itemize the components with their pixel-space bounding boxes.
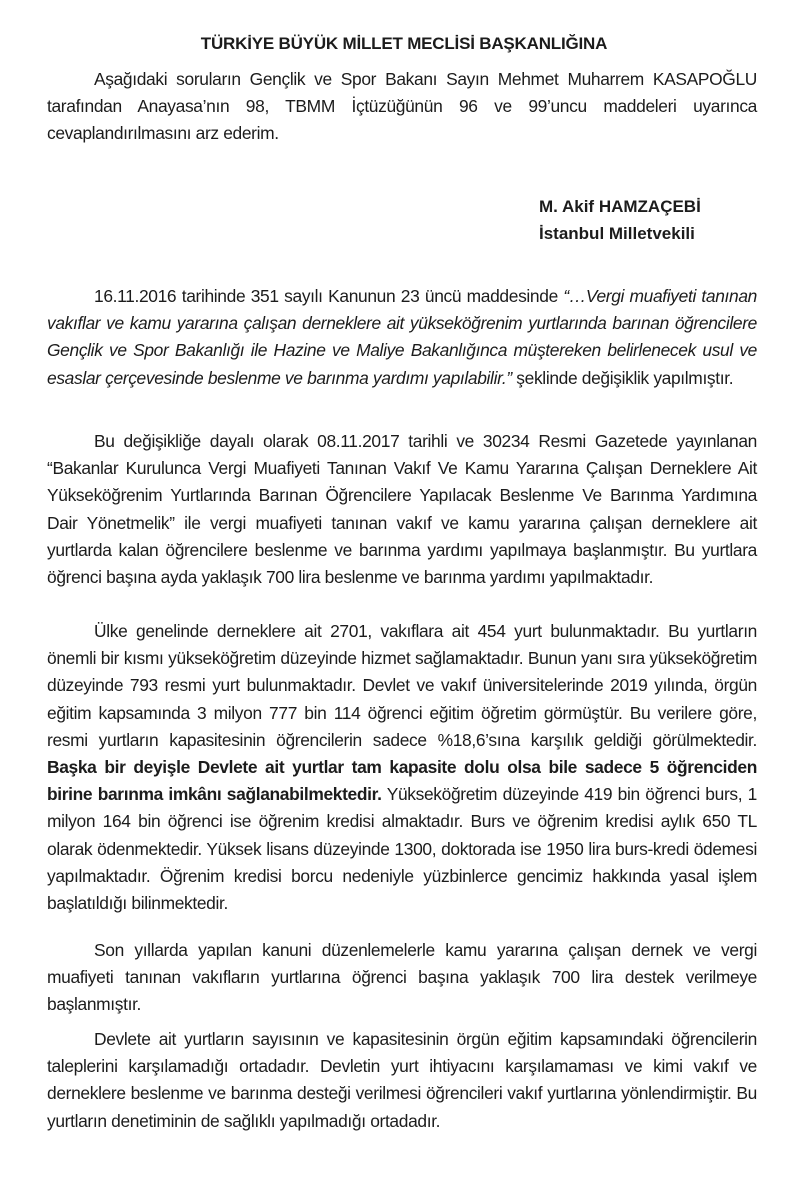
signatory-name: M. Akif HAMZAÇEBİ xyxy=(539,197,701,216)
paragraph-4 xyxy=(47,937,757,1019)
document-title: TÜRKİYE BÜYÜK MİLLET MECLİSİ BAŞKANLIĞINA xyxy=(200,34,608,53)
paragraph-1-tail: şeklinde değişiklik yapılmıştır. xyxy=(511,367,734,388)
signature-block xyxy=(539,193,701,247)
paragraph-3-emphasis: Başka bir deyişle Devlete ait yurtlar tam kapasite dolu olsa bile sadece 5 öğrenciden birine barınma imkânı sağlanabilmektedir. xyxy=(47,757,757,805)
paragraph-2 xyxy=(47,428,757,591)
paragraph-1-lead: 16.11.2016 tarihinde 351 sayılı Kanunun 23 üncü maddesinde xyxy=(94,286,564,306)
paragraph-5-text: Devlete ait yurtların sayısının ve kapasitesinin örgün eğitim kapsamındaki öğrencilerin taleplerini karşılamadığı ortadadır. Devletin yurt ihtiyacını karşılamaması ve kimi vakıf ve derneklere beslenme ve barınma desteği verilmesi öğrencileri vakıf yurtlarına yönlendirmiştir. Bu yurtların denetiminin de sağlıklı yapılmadığı ortadadır. xyxy=(47,1029,757,1131)
intro-text: Aşağıdaki soruların Gençlik ve Spor Bakanı Sayın Mehmet Muharrem KASAPOĞLU tarafından Anayasa’nın 98, TBMM İçtüzüğünün 96 ve 99’uncu maddeleri uyarınca cevaplandırılmasını arz ederim. xyxy=(47,69,757,144)
paragraph-3-tail: Yükseköğretim düzeyinde 419 bin öğrenci burs, 1 milyon 164 bin öğrenci ise öğrenim kredisi almaktadır. Burs ve öğrenim kredisi aylık 650 TL olarak ödenmektedir. Yüksek lisans düzeyinde 1300, doktorada ise 1950 lira burs-kredi ödemesi yapılmaktadır. Öğrenim kredisi borcu nedeniyle yüzbinlerce gencimiz hakkında yasal işlem başlatıldığı bilinmektedir. xyxy=(47,784,757,914)
law-quote: “…Vergi muafiyeti tanınan vakıflar ve kamu yararına çalışan derneklere ait yükseköğrenim yurtlarında barınan öğrencilere Gençlik ve Spor Bakanlığı ile Hazine ve Maliye Bakanlığınca müştereken belirlenecek usul ve esaslar çerçevesinde beslenme ve barınma yardımı yapılabilir.” xyxy=(47,286,757,388)
paragraph-3 xyxy=(47,618,757,917)
paragraph-5 xyxy=(47,1026,757,1135)
paragraph-1-text xyxy=(47,283,757,392)
paragraph-2-text: Bu değişikliğe dayalı olarak 08.11.2017 tarihli ve 30234 Resmi Gazetede yayınlanan “Bakanlar Kurulunca Vergi Muafiyeti Tanınan Vakıf Ve Kamu Yararına Çalışan Derneklere Ait Yükseköğrenim Yurtlarında Barınan Öğrencilere Yapılacak Beslenme Ve Barınma Yardımına Dair Yönetmelik” ile vergi muafiyeti tanınan vakıf ve kamu yararına çalışan derneklere ait yurtlarda kalan öğrencilere beslenme ve barınma yardımı yapılmaya başlanmıştır. Bu yurtlara öğrenci başına ayda yaklaşık 700 lira beslenme ve barınma yardımı yapılmaktadır. xyxy=(47,431,757,588)
paragraph-1 xyxy=(47,283,757,392)
intro-paragraph xyxy=(47,66,757,148)
paragraph-3-lead: Ülke genelinde derneklere ait 2701, vakıflara ait 454 yurt bulunmaktadır. Bu yurtların önemli bir kısmı yükseköğretim düzeyinde hizmet sağlamaktadır. Bunun yanı sıra yükseköğretim düzeyinde 793 resmi yurt bulunmaktadır. Devlet ve vakıf üniversitelerinde 2019 yılında, örgün eğitim kapsamında 3 milyon 777 bin 114 öğrenci eğitim öğretim görmüştür. Bu verilere göre, resmi yurtların kapasitesinin öğrencilerin sadece %18,6’sına karşılık geldiği görülmektedir. xyxy=(47,621,757,750)
paragraph-4-text: Son yıllarda yapılan kanuni düzenlemelerle kamu yararına çalışan dernek ve vergi muafiyeti tanınan vakıfların yurtlarına öğrenci başına yaklaşık 700 lira destek verilmeye başlanmıştır. xyxy=(47,940,757,1015)
paragraph-3-text xyxy=(47,618,757,917)
signatory-role: İstanbul Milletvekili xyxy=(539,224,695,243)
